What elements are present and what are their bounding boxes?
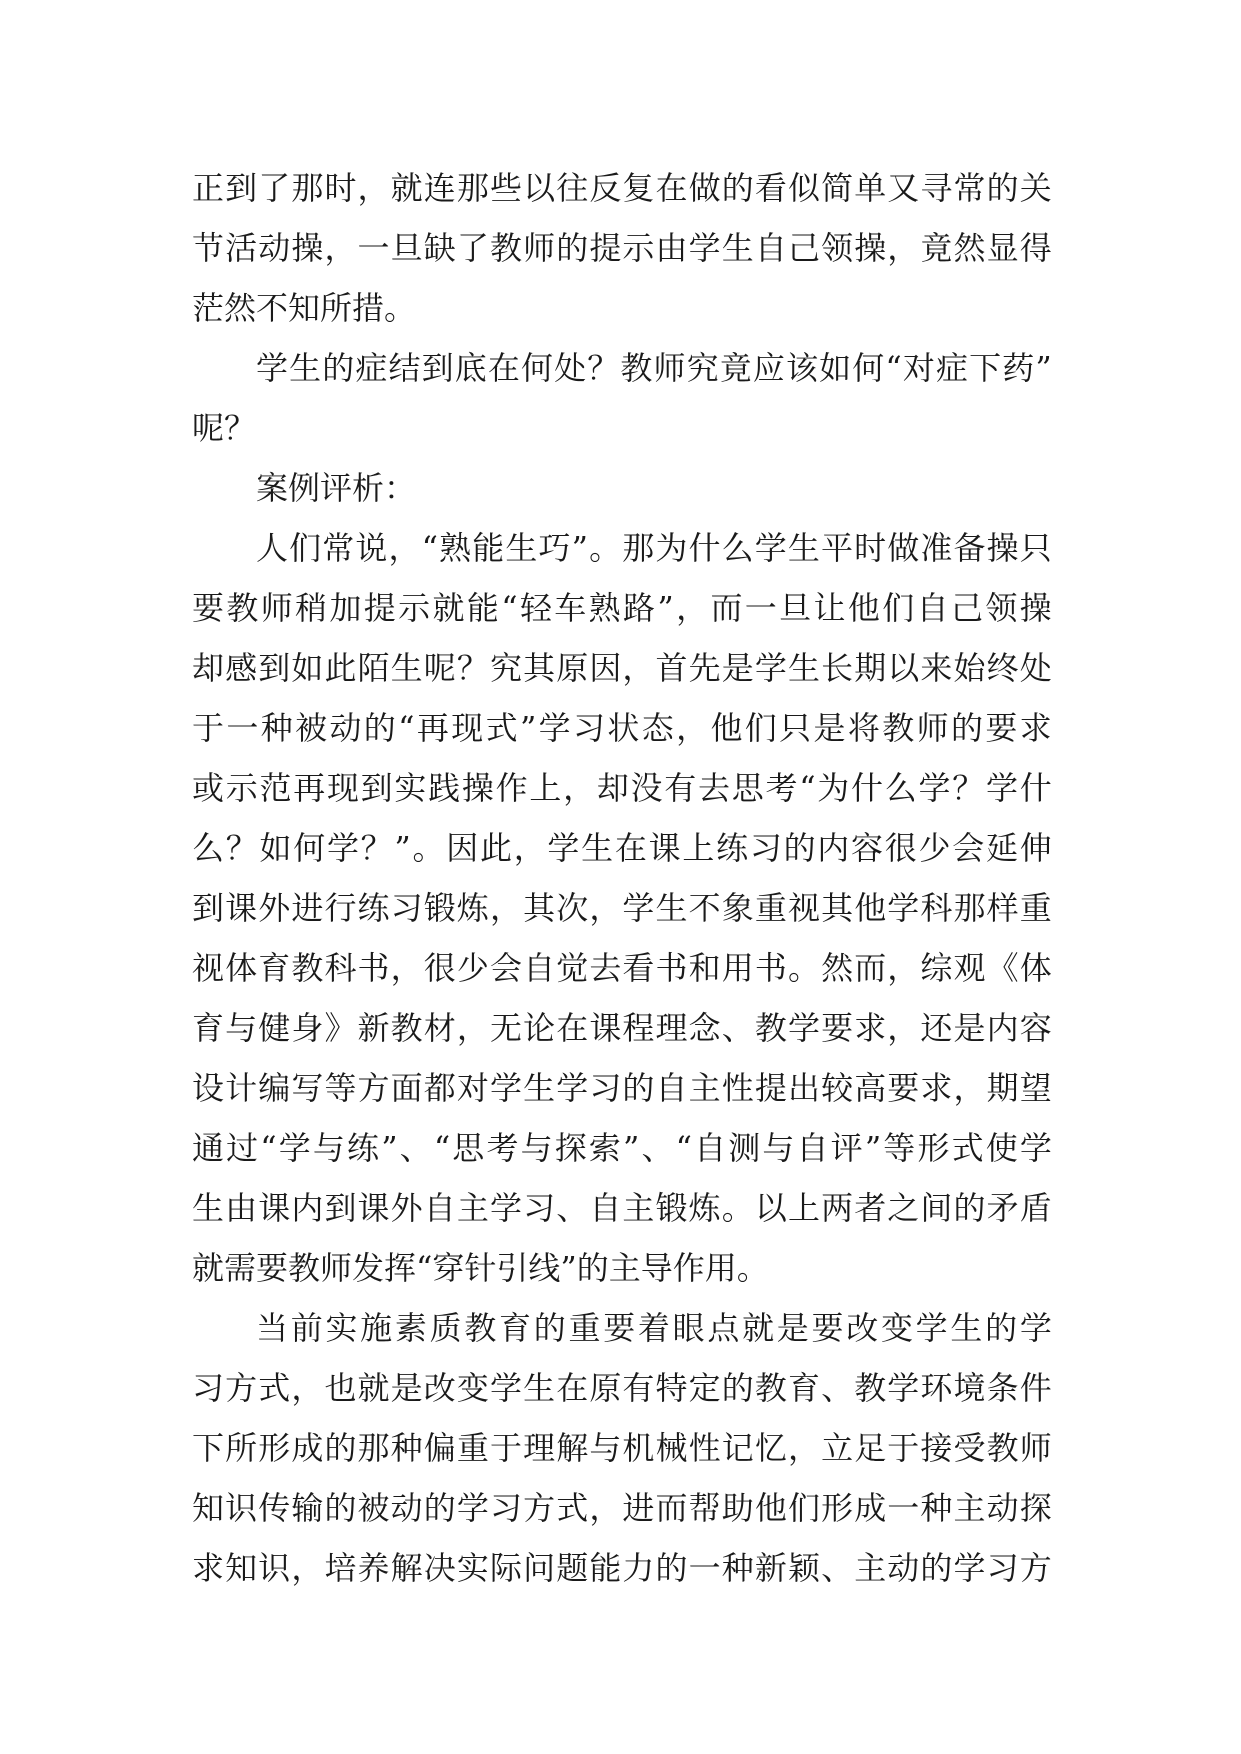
text-line: 案例评析： (256, 469, 417, 507)
text-line: 就需要教师发挥“穿针引线”的主导作用。 (192, 1249, 769, 1287)
text-line: 或 示 范 再 现 到 实 践 操 作 上 ， 却 没 有 去 思 考 “ 为 什 么 学 ？ 学 什 (192, 769, 1052, 807)
text-line: 生 由 课 内 到 课 外 自 主 学 习 、 自 主 锻 炼 。 以 上 两 者 之 间 的 矛 盾 (192, 1189, 1052, 1227)
text-line: 当 前 实 施 素 质 教 育 的 重 要 着 眼 点 就 是 要 改 变 学 生 的 学 (256, 1309, 1052, 1347)
text-line: 却 感 到 如 此 陌 生 呢 ？ 究 其 原 因 ， 首 先 是 学 生 长 期 以 来 始 终 处 (192, 649, 1052, 687)
text-line: 通 过 “ 学 与 练 ” 、 “ 思 考 与 探 索 ” 、 “ 自 测 与 自 评 ” 等 形 式 使 学 (192, 1129, 1052, 1167)
text-line: 视 体 育 教 科 书 ， 很 少 会 自 觉 去 看 书 和 用 书 。 然 而 ， 综 观 《 体 (192, 949, 1052, 987)
text-line: 么 ？ 如 何 学 ？ ” 。 因 此 ， 学 生 在 课 上 练 习 的 内 容 很 少 会 延 伸 (192, 829, 1052, 867)
text-line: 节 活 动 操 ， 一 旦 缺 了 教 师 的 提 示 由 学 生 自 己 领 操 ， 竟 然 显 得 (192, 229, 1052, 267)
text-line: 于 一 种 被 动 的 “ 再 现 式 ” 学 习 状 态 ， 他 们 只 是 将 教 师 的 要 求 (192, 709, 1052, 747)
text-line: 正 到 了 那 时 ， 就 连 那 些 以 往 反 复 在 做 的 看 似 简 单 又 寻 常 的 关 (192, 169, 1052, 207)
text-line: 到 课 外 进 行 练 习 锻 炼 ， 其 次 ， 学 生 不 象 重 视 其 他 学 科 那 样 重 (192, 889, 1052, 927)
text-line: 茫然不知所措。 (192, 289, 417, 327)
body-text (192, 158, 1052, 1598)
text-line: 育 与 健 身 》 新 教 材 ， 无 论 在 课 程 理 念 、 教 学 要 求 ， 还 是 内 容 (192, 1009, 1052, 1047)
text-line: 设 计 编 写 等 方 面 都 对 学 生 学 习 的 自 主 性 提 出 较 高 要 求 ， 期 望 (192, 1069, 1052, 1107)
text-line: 人 们 常 说 ， “ 熟 能 生 巧 ” 。 那 为 什 么 学 生 平 时 做 准 备 操 只 (256, 529, 1052, 567)
text-line: 习 方 式 ， 也 就 是 改 变 学 生 在 原 有 特 定 的 教 育 、 教 学 环 境 条 件 (192, 1369, 1052, 1407)
text-line: 知 识 传 输 的 被 动 的 学 习 方 式 ， 进 而 帮 助 他 们 形 成 一 种 主 动 探 (192, 1489, 1052, 1527)
text-line: 学 生 的 症 结 到 底 在 何 处 ？ 教 师 究 竟 应 该 如 何 “ 对 症 下 药 ” (256, 349, 1052, 387)
text-line: 要 教 师 稍 加 提 示 就 能 “ 轻 车 熟 路 ” ， 而 一 旦 让 他 们 自 己 领 操 (192, 589, 1052, 627)
text-line: 呢？ (192, 409, 257, 447)
text-line: 下 所 形 成 的 那 种 偏 重 于 理 解 与 机 械 性 记 忆 ， 立 足 于 接 受 教 师 (192, 1429, 1052, 1467)
text-line: 求 知 识 ， 培 养 解 决 实 际 问 题 能 力 的 一 种 新 颖 、 主 动 的 学 习 方 (192, 1549, 1052, 1587)
